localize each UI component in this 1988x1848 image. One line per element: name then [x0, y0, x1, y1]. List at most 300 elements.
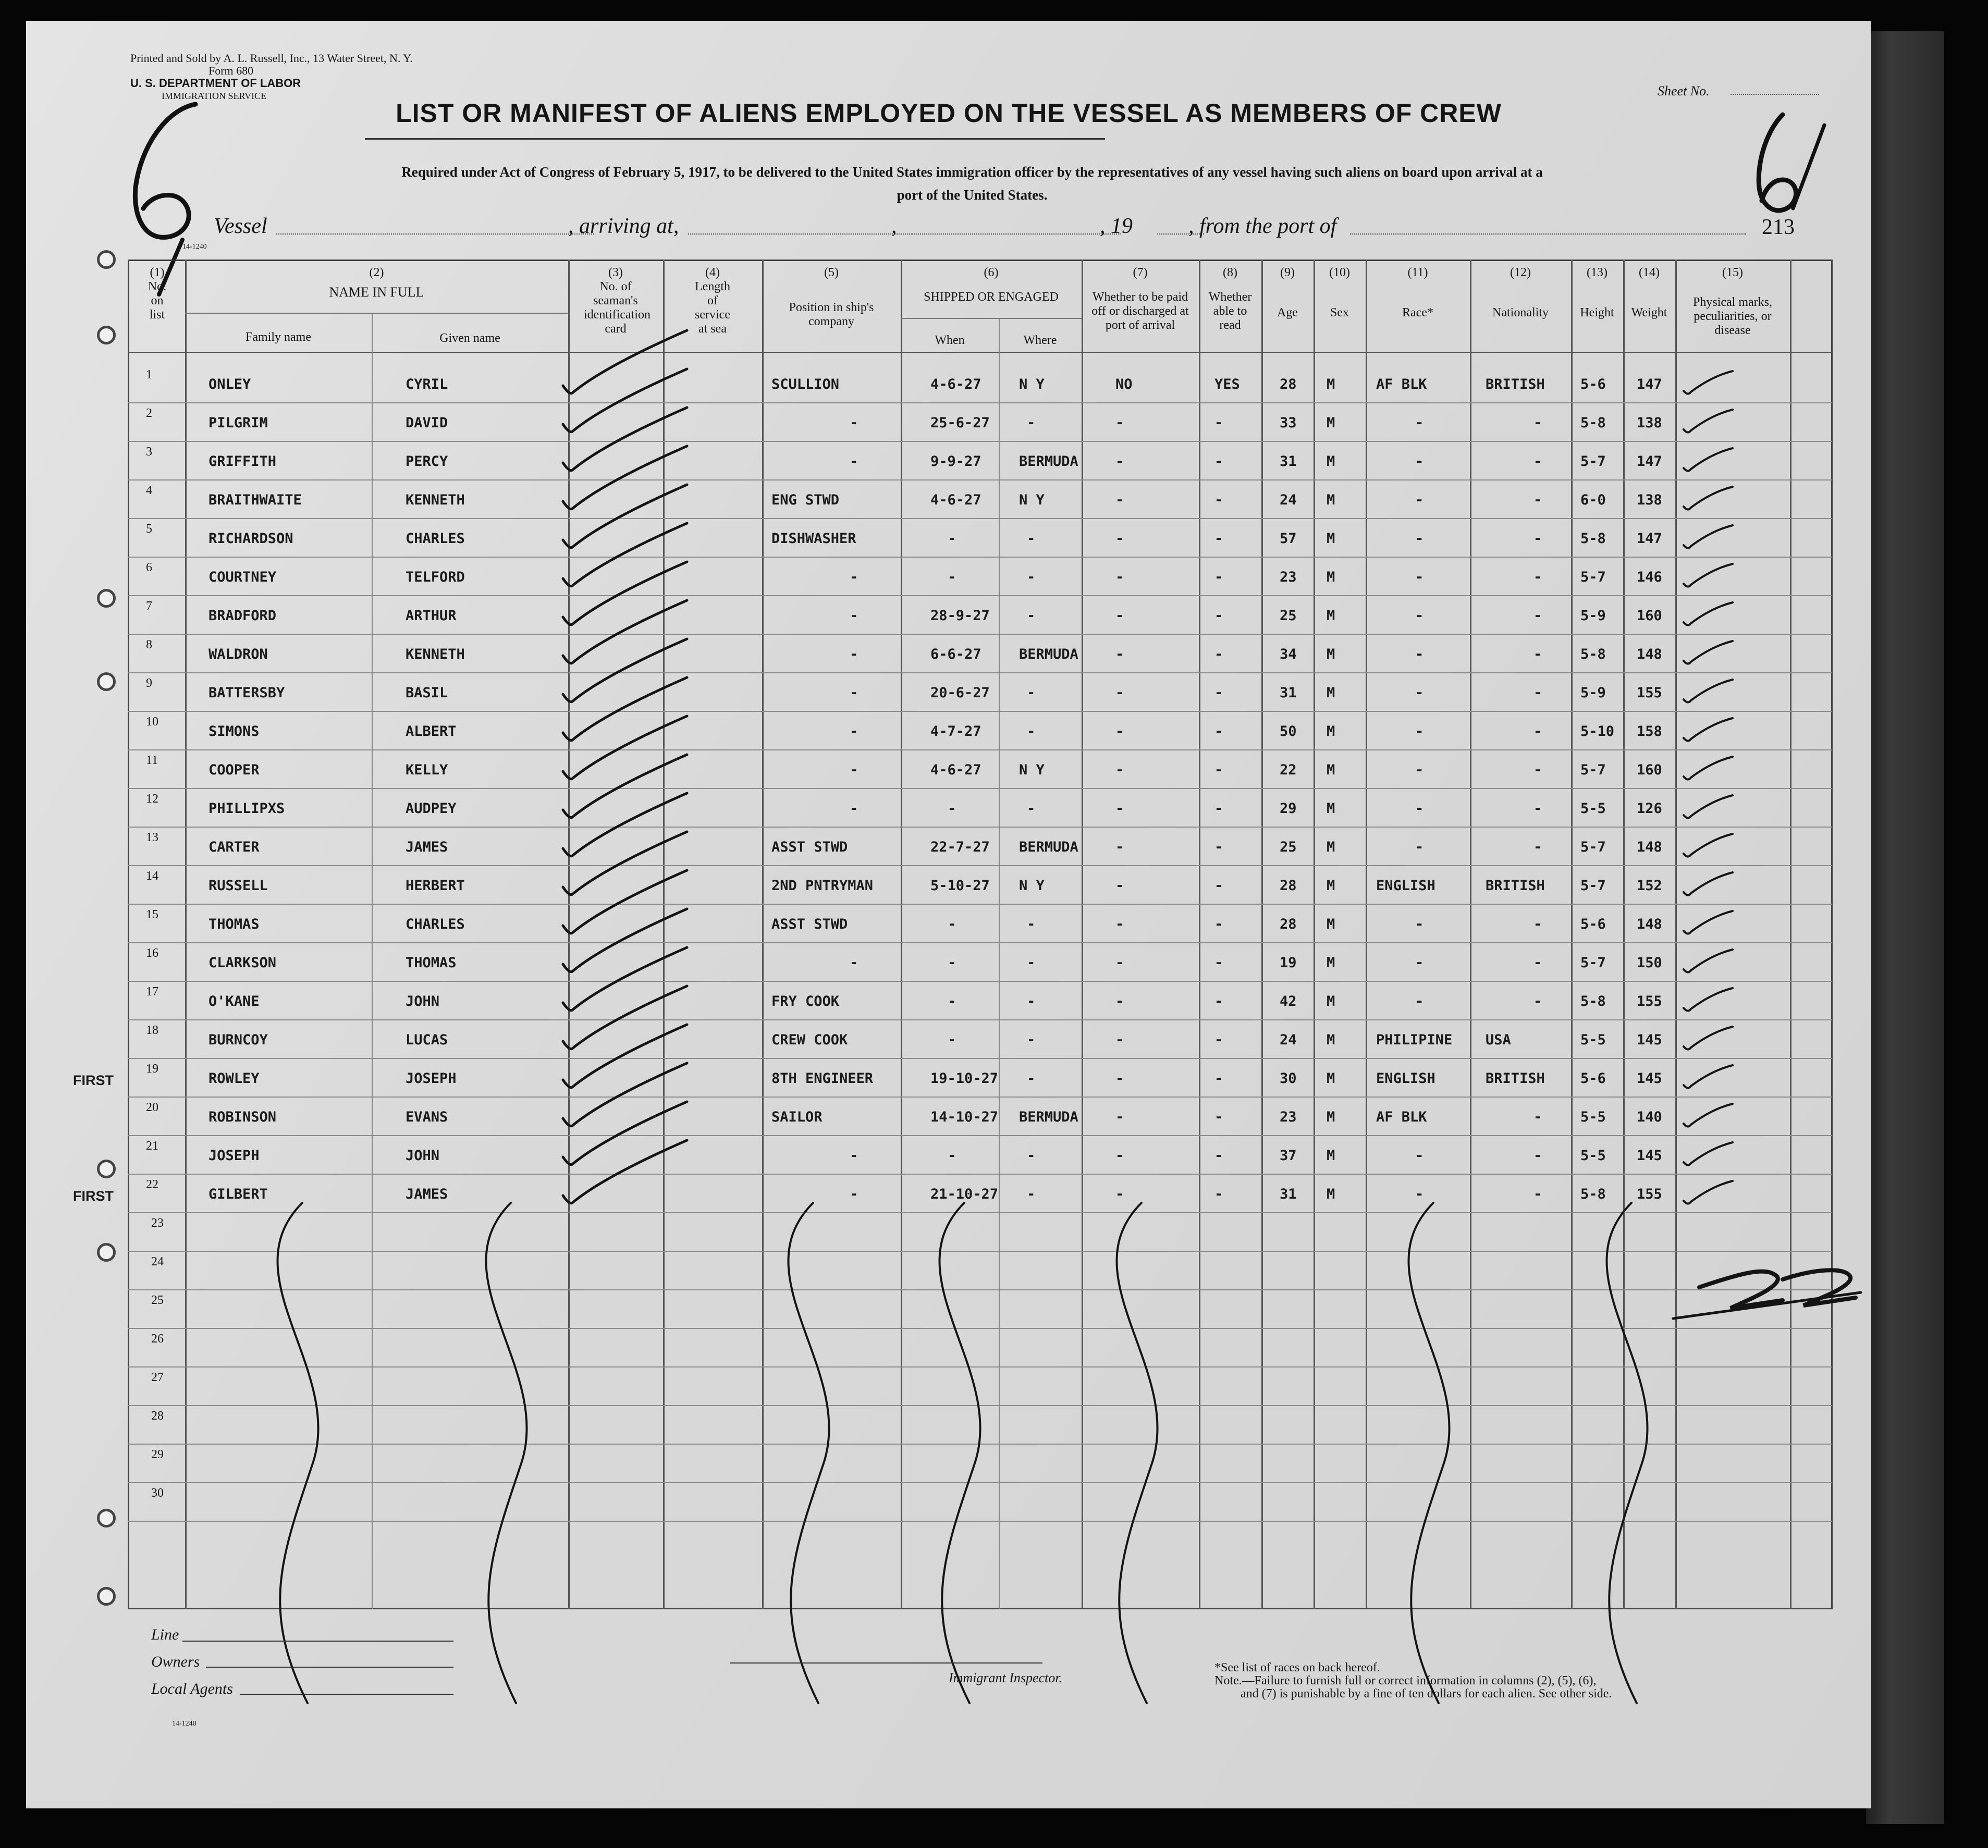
id-card-check-mark: [563, 677, 687, 741]
col-14-header: (14) Weight: [1631, 266, 1667, 319]
given-name: JOSEPH: [406, 1070, 457, 1087]
physical-marks-check: [1684, 1065, 1733, 1088]
height: 5-5: [1580, 1148, 1606, 1164]
position: -: [850, 800, 858, 817]
nationality: -: [1533, 1148, 1542, 1164]
age: 50: [1280, 723, 1297, 740]
race: -: [1415, 569, 1424, 585]
shipped-where: N Y: [1019, 492, 1045, 508]
race: -: [1415, 800, 1424, 817]
shipped-where: -: [1027, 531, 1036, 547]
age: 31: [1280, 685, 1297, 701]
shipped-when: -: [948, 531, 956, 547]
id-card-check-mark: [563, 446, 687, 509]
able-to-read: -: [1214, 685, 1223, 701]
age: 24: [1280, 492, 1297, 508]
given-name: BASIL: [406, 685, 448, 701]
nationality: -: [1533, 415, 1542, 431]
row-number: 1: [146, 368, 152, 381]
given-name: JOHN: [406, 1148, 440, 1164]
id-card-check-mark: [563, 1102, 687, 1165]
able-to-read: -: [1214, 569, 1223, 585]
row-number: 26: [151, 1332, 164, 1346]
family-name: PHILLIPXS: [208, 800, 285, 817]
col-9-header: (9) Age: [1277, 266, 1298, 319]
sex: M: [1327, 916, 1335, 932]
row-number: 7: [146, 599, 152, 613]
id-card-check-mark: [563, 870, 687, 933]
family-name: SIMONS: [208, 723, 260, 740]
given-name: ARTHUR: [406, 608, 457, 624]
family-name: PILGRIM: [208, 415, 268, 431]
manifest-sheet: [26, 21, 1871, 1808]
paid-off: -: [1115, 1070, 1124, 1087]
age: 23: [1280, 1109, 1297, 1125]
position: DISHWASHER: [771, 531, 856, 547]
inspector-label: Immigrant Inspector.: [949, 1670, 1063, 1685]
shipped-when: -: [948, 993, 956, 1009]
position: 8TH ENGINEER: [771, 1070, 874, 1087]
row-number: 25: [151, 1293, 164, 1307]
form-number: Form 680: [208, 64, 254, 77]
given-name: ALBERT: [406, 723, 457, 740]
physical-marks-check: [1684, 757, 1733, 780]
race: ENGLISH: [1376, 1070, 1435, 1087]
paid-off: -: [1115, 685, 1124, 701]
sex: M: [1327, 878, 1335, 894]
shipped-when: -: [948, 1032, 956, 1048]
row-number: 30: [151, 1486, 164, 1500]
height: 5-10: [1580, 723, 1615, 740]
nationality: -: [1533, 839, 1542, 855]
row-number: 15: [146, 908, 158, 921]
col-5-header: (5) Position in ship's company: [789, 266, 874, 328]
paid-off: -: [1115, 1186, 1124, 1202]
weight: 158: [1637, 723, 1662, 740]
paid-off: NO: [1115, 376, 1133, 392]
family-name: ONLEY: [208, 376, 251, 392]
row-number: 8: [146, 638, 152, 651]
handwritten-total: [1783, 1270, 1856, 1305]
height: 5-7: [1580, 569, 1606, 585]
id-card-check-mark: [563, 793, 687, 856]
row-number: 2: [146, 406, 152, 420]
id-card-check-mark: [563, 408, 687, 471]
family-name: BRADFORD: [208, 608, 277, 624]
nationality: -: [1533, 1186, 1542, 1202]
age: 29: [1280, 800, 1297, 817]
shipped-where: -: [1027, 1070, 1036, 1087]
weight: 147: [1637, 531, 1662, 547]
sex: M: [1327, 993, 1335, 1009]
family-name: ROWLEY: [208, 1070, 260, 1087]
able-to-read: -: [1214, 453, 1223, 470]
height: 5-6: [1580, 1070, 1606, 1087]
race: AF BLK: [1376, 1109, 1427, 1125]
weight: 155: [1637, 993, 1662, 1009]
age: 30: [1280, 1070, 1297, 1087]
family-name: JOSEPH: [208, 1148, 260, 1164]
shipped-when: 4-6-27: [930, 492, 981, 508]
line-field: [182, 1641, 453, 1642]
shipped-when: -: [948, 569, 956, 585]
able-to-read: -: [1214, 531, 1223, 547]
height: 6-0: [1580, 492, 1606, 508]
col-7-header: (7) Whether to be paid off or discharged at port of arrival: [1091, 266, 1189, 332]
row-number: 10: [146, 715, 158, 729]
shipped-when: 4-6-27: [930, 762, 981, 778]
age: 28: [1280, 916, 1297, 932]
family-name: COOPER: [208, 762, 260, 778]
paid-off: -: [1115, 916, 1124, 932]
nationality: -: [1533, 916, 1542, 932]
shipped-where: -: [1027, 685, 1036, 701]
physical-marks-check: [1684, 795, 1733, 818]
col-4-header: (4) Length of service at sea: [695, 266, 730, 336]
weight: 146: [1637, 569, 1662, 585]
arriving-label: , arriving at,: [568, 214, 679, 238]
id-card-check-mark: [563, 755, 687, 818]
given-name-header: Given name: [439, 331, 500, 345]
shipped-when: 28-9-27: [930, 608, 990, 624]
sex: M: [1327, 1148, 1335, 1164]
weight: 145: [1637, 1032, 1662, 1048]
given-name: LUCAS: [406, 1032, 448, 1048]
sex: M: [1327, 839, 1335, 855]
race: -: [1415, 646, 1424, 662]
race: -: [1415, 492, 1424, 508]
weight: 145: [1637, 1148, 1662, 1164]
nationality: BRITISH: [1486, 376, 1545, 392]
nationality: -: [1533, 762, 1542, 778]
age: 22: [1280, 762, 1297, 778]
weight: 152: [1637, 878, 1662, 894]
id-card-check-mark: [563, 947, 687, 1011]
height: 5-9: [1580, 685, 1606, 701]
sex: M: [1327, 569, 1335, 585]
row-note: FIRST: [73, 1073, 114, 1088]
id-card-check-mark: [563, 1025, 687, 1088]
age: 37: [1280, 1148, 1297, 1164]
age: 25: [1280, 839, 1297, 855]
weight: 138: [1637, 415, 1662, 431]
id-card-check-mark: [563, 369, 687, 432]
nationality: -: [1533, 531, 1542, 547]
col-12-header: (12) Nationality: [1492, 266, 1549, 319]
footer-agents-label: Local Agents: [151, 1680, 233, 1697]
id-card-check-mark: [563, 600, 687, 663]
race: -: [1415, 685, 1424, 701]
height: 5-7: [1580, 839, 1606, 855]
footer-notes: *See list of races on back hereof. Note.—Failure to furnish full or correct information in columns (2), (5), (6), and (7) is punishable by a fine of ten dollars for each alien. See other side.: [1214, 1661, 1612, 1701]
given-name: CHARLES: [406, 916, 465, 932]
physical-marks-check: [1684, 487, 1733, 510]
age: 33: [1280, 415, 1297, 431]
physical-marks-check: [1684, 1142, 1733, 1165]
family-name: WALDRON: [208, 646, 268, 662]
height: 5-8: [1580, 993, 1606, 1009]
position: -: [850, 646, 858, 662]
nationality: -: [1533, 646, 1542, 662]
able-to-read: -: [1214, 646, 1223, 662]
race: -: [1415, 453, 1424, 470]
paid-off: -: [1115, 569, 1124, 585]
sex: M: [1327, 685, 1335, 701]
able-to-read: -: [1214, 762, 1223, 778]
shipped-where: -: [1027, 415, 1036, 431]
physical-marks-check: [1684, 525, 1733, 548]
shipped-where: -: [1027, 723, 1036, 740]
physical-marks-check: [1684, 988, 1733, 1011]
given-name: JOHN: [406, 993, 440, 1009]
shipped-when: 4-6-27: [930, 376, 981, 392]
position: -: [850, 608, 858, 624]
sex: M: [1327, 415, 1335, 431]
owners-field: [206, 1667, 453, 1668]
family-name: BRAITHWAITE: [208, 492, 302, 508]
height: 5-9: [1580, 608, 1606, 624]
position: -: [850, 569, 858, 585]
race: -: [1415, 1148, 1424, 1164]
family-name: GILBERT: [208, 1186, 268, 1202]
paid-off: -: [1115, 723, 1124, 740]
position: -: [850, 762, 858, 778]
able-to-read: -: [1214, 993, 1223, 1009]
shipped-when: 5-10-27: [930, 878, 990, 894]
height: 5-7: [1580, 762, 1606, 778]
position: -: [850, 415, 858, 431]
height: 5-5: [1580, 1109, 1606, 1125]
height: 5-7: [1580, 878, 1606, 894]
able-to-read: -: [1214, 1109, 1223, 1125]
handwritten-total-underline: [1673, 1292, 1861, 1319]
row-number: 11: [146, 754, 158, 767]
age: 24: [1280, 1032, 1297, 1048]
paid-off: -: [1115, 762, 1124, 778]
age: 23: [1280, 569, 1297, 585]
sex: M: [1327, 1032, 1335, 1048]
family-name-header: Family name: [246, 330, 311, 344]
nationality: BRITISH: [1486, 878, 1545, 894]
paid-off: -: [1115, 839, 1124, 855]
row-number: 16: [146, 946, 158, 960]
wavy-ditto-line: [940, 1203, 980, 1703]
able-to-read: -: [1214, 492, 1223, 508]
position: SAILOR: [771, 1109, 823, 1125]
position: -: [850, 1186, 858, 1202]
paid-off: -: [1115, 1109, 1124, 1125]
physical-marks-check: [1684, 448, 1733, 471]
wavy-ditto-line: [1607, 1203, 1648, 1703]
position: ASST STWD: [771, 916, 848, 932]
when-header: When: [935, 334, 965, 347]
weight: 148: [1637, 646, 1662, 662]
shipped-where: -: [1027, 608, 1036, 624]
col-3-header: (3) No. of seaman's identification card: [584, 266, 651, 336]
physical-marks-check: [1684, 641, 1733, 664]
row-number: 19: [146, 1062, 158, 1076]
sex: M: [1327, 646, 1335, 662]
able-to-read: -: [1214, 839, 1223, 855]
position: SCULLION: [771, 376, 840, 392]
age: 34: [1280, 646, 1297, 662]
height: 5-8: [1580, 646, 1606, 662]
id-card-check-mark: [563, 485, 687, 548]
paid-off: -: [1115, 608, 1124, 624]
race: -: [1415, 916, 1424, 932]
footer-line-label: Line: [151, 1626, 179, 1643]
nationality: -: [1533, 569, 1542, 585]
weight: 138: [1637, 492, 1662, 508]
shipped-where: -: [1027, 569, 1036, 585]
physical-marks-check: [1684, 1181, 1733, 1204]
given-name: AUDPEY: [406, 800, 457, 817]
shipped-where: -: [1027, 916, 1036, 932]
able-to-read: -: [1214, 916, 1223, 932]
physical-marks-check: [1684, 410, 1733, 433]
race: ENGLISH: [1376, 878, 1435, 894]
col-13-header: (13) Height: [1580, 266, 1614, 319]
able-to-read: -: [1214, 608, 1223, 624]
nationality: -: [1533, 453, 1542, 470]
sex: M: [1327, 453, 1335, 470]
weight: 126: [1637, 800, 1662, 817]
nationality: -: [1533, 608, 1542, 624]
row-number: 24: [151, 1255, 164, 1268]
page-number: 213: [1762, 215, 1795, 239]
sheet-no-label: Sheet No.: [1658, 83, 1710, 98]
row-number: 18: [146, 1024, 158, 1037]
position: 2ND PNTRYMAN: [771, 878, 874, 894]
height: 5-7: [1580, 955, 1606, 971]
wavy-ditto-line: [789, 1203, 829, 1703]
position: -: [850, 1148, 858, 1164]
paid-off: -: [1115, 800, 1124, 817]
height: 5-8: [1580, 531, 1606, 547]
row-number: 29: [151, 1448, 164, 1461]
paid-off: -: [1115, 453, 1124, 470]
shipped-where: -: [1027, 1186, 1036, 1202]
nationality: -: [1533, 1109, 1542, 1125]
shipped-where: -: [1027, 800, 1036, 817]
paid-off: -: [1115, 878, 1124, 894]
sex: M: [1327, 800, 1335, 817]
given-name: THOMAS: [406, 955, 457, 971]
wavy-ditto-line: [1117, 1203, 1158, 1703]
handwritten-marks: [26, 21, 1871, 1808]
given-name: JAMES: [406, 839, 448, 855]
shipped-where: N Y: [1019, 878, 1045, 894]
col-15-header: (15) Physical marks, peculiarities, or disease: [1693, 266, 1772, 337]
sex: M: [1327, 1109, 1335, 1125]
nationality: -: [1533, 955, 1542, 971]
given-name: KENNETH: [406, 492, 465, 508]
sex: M: [1327, 1070, 1335, 1087]
age: 28: [1280, 878, 1297, 894]
able-to-read: -: [1214, 415, 1223, 431]
family-name: RICHARDSON: [208, 531, 293, 547]
row-number: 28: [151, 1409, 164, 1423]
shipped-when: -: [948, 800, 956, 817]
height: 5-5: [1580, 1032, 1606, 1048]
nationality: BRITISH: [1486, 1070, 1545, 1087]
given-name: KELLY: [406, 762, 448, 778]
nationality: -: [1533, 723, 1542, 740]
weight: 140: [1637, 1109, 1662, 1125]
family-name: ROBINSON: [208, 1109, 277, 1125]
shipped-where: -: [1027, 1032, 1036, 1048]
height: 5-5: [1580, 800, 1606, 817]
race: -: [1415, 1186, 1424, 1202]
able-to-read: -: [1214, 800, 1223, 817]
row-number: 23: [151, 1216, 164, 1230]
able-to-read: -: [1214, 1032, 1223, 1048]
height: 5-6: [1580, 376, 1606, 392]
id-card-check-mark: [563, 1063, 687, 1126]
family-name: RUSSELL: [208, 878, 268, 894]
col-8-header: (8) Whether able to read: [1208, 266, 1252, 332]
agents-field: [240, 1694, 453, 1695]
col-2-header: (2) NAME IN FULL: [329, 266, 424, 300]
physical-marks-check: [1684, 680, 1733, 703]
paid-off: -: [1115, 415, 1124, 431]
position: -: [850, 453, 858, 470]
sex: M: [1327, 376, 1335, 392]
id-card-check-mark: [563, 1140, 687, 1203]
physical-marks-check: [1684, 950, 1733, 972]
wavy-ditto-line: [278, 1203, 318, 1703]
col-1-header: (1) No. on list: [148, 266, 167, 322]
shipped-where: BERMUDA: [1019, 1109, 1078, 1125]
weight: 148: [1637, 839, 1662, 855]
family-name: GRIFFITH: [208, 453, 277, 470]
sex: M: [1327, 723, 1335, 740]
family-name: BATTERSBY: [208, 685, 285, 701]
position: CREW COOK: [771, 1032, 848, 1048]
handwritten-total: [1699, 1272, 1783, 1308]
sex: M: [1327, 492, 1335, 508]
physical-marks-check: [1684, 834, 1733, 857]
paid-off: -: [1115, 531, 1124, 547]
nationality: -: [1533, 492, 1542, 508]
weight: 145: [1637, 1070, 1662, 1087]
page-edge-shadow: [1866, 31, 1944, 1824]
position: -: [850, 723, 858, 740]
physical-marks-check: [1684, 1027, 1733, 1050]
row-number: 21: [146, 1139, 158, 1153]
id-card-check-mark: [563, 562, 687, 625]
paid-off: -: [1115, 993, 1124, 1009]
publisher-line: Printed and Sold by A. L. Russell, Inc., 13 Water Street, N. Y.: [130, 52, 413, 65]
race: AF BLK: [1376, 376, 1427, 392]
id-card-check-mark: [563, 330, 687, 393]
paid-off: -: [1115, 492, 1124, 508]
id-card-check-mark: [563, 716, 687, 779]
nationality: -: [1533, 800, 1542, 817]
row-number: 14: [146, 869, 158, 883]
race: -: [1415, 723, 1424, 740]
race: -: [1415, 415, 1424, 431]
given-name: JAMES: [406, 1186, 448, 1202]
department: U. S. DEPARTMENT OF LABOR: [130, 77, 301, 90]
wavy-ditto-line: [1409, 1203, 1450, 1703]
family-name: COURTNEY: [208, 569, 277, 585]
race: -: [1415, 839, 1424, 855]
shipped-where: -: [1027, 993, 1036, 1009]
shipped-when: 14-10-27: [930, 1109, 999, 1125]
age: 42: [1280, 993, 1297, 1009]
weight: 150: [1637, 955, 1662, 971]
